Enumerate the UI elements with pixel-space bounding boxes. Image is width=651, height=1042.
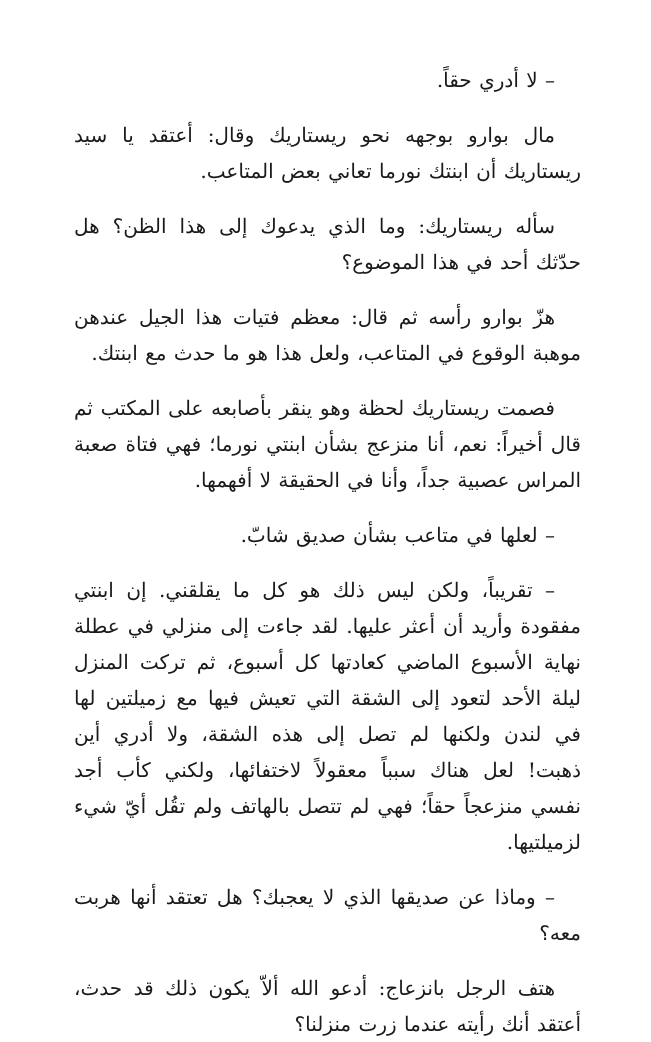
- dialogue-line: – لعلها في متاعب بشأن صديق شابّ.: [240, 523, 555, 547]
- paragraph: مال بوارو بوجهه نحو ريستاريك وقال: أعتقد يا سيد ريستاريك أن ابنتك نورما تعاني بعض المتاعب.: [74, 123, 581, 183]
- dialogue-line: – تقريباً، ولكن ليس ذلك هو كل ما يقلقني. إن ابنتي مفقودة وأريد أن أعثر عليها. لقد جاءت إلى منزلي في عطلة نهاية الأسبوع الماضي كعادتها كل أسبوع، ثم تركت المنزل ليلة الأحد لتعود إلى الشقة التي تعيش فيها مع زميلتين لها في لندن ولكنها لم تصل إلى هذه الشقة، ولا أدري أين ذهبت! لعل هناك سبباً معقولاً لاختفائها، ولكني كأب أجد نفسي منزعجاً حقاً؛ فهي لم تتصل بالهاتف ولم تقُل أيّ شيء لزميلتيها.: [74, 578, 581, 854]
- dialogue-line: – لا أدري حقاً.: [436, 68, 555, 92]
- dialogue-line: – وماذا عن صديقها الذي لا يعجبك؟ هل تعتقد أنها هربت معه؟: [74, 885, 581, 945]
- paragraph: هتف الرجل بانزعاج: أدعو الله ألاّ يكون ذلك قد حدث، أعتقد أنك رأيته عندما زرت منزلنا؟: [74, 976, 581, 1036]
- paragraph: هزّ بوارو رأسه ثم قال: معظم فتيات هذا الجيل عندهن موهبة الوقوع في المتاعب، ولعل هذا هو ما حدث مع ابنتك.: [74, 305, 581, 365]
- paragraph: سأله ريستاريك: وما الذي يدعوك إلى هذا الظن؟ هل حدّثك أحد في هذا الموضوع؟: [74, 214, 581, 274]
- paragraph: فصمت ريستاريك لحظة وهو ينقر بأصابعه على المكتب ثم قال أخيراً: نعم، أنا منزعج بشأن ابنتي نورما؛ فهي فتاة صعبة المراس عصبية جداً، وأنا في الحقيقة لا أفهمها.: [74, 396, 581, 492]
